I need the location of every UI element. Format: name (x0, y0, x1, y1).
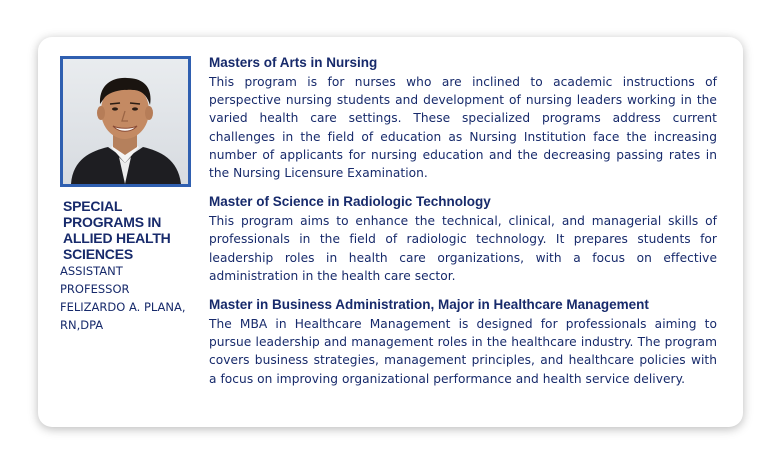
person-portrait-icon (63, 59, 188, 184)
position-line: ASSISTANT (60, 264, 123, 278)
program-list (209, 53, 717, 398)
program-item (209, 192, 717, 285)
profile-info (60, 198, 200, 334)
program-title: Master in Business Administration, Major in Healthcare Management (209, 297, 649, 313)
faculty-position (60, 262, 200, 334)
department-line: ALLIED HEALTH (63, 230, 171, 246)
program-card (38, 37, 743, 427)
department-line: SCIENCES (63, 246, 133, 262)
program-description: This program aims to enhance the technical, clinical, and managerial skills of professionals in the field of radiologic technology. It prepares students for leadership roles in health care organizations, with a focus on effective administration in the health care sector. (209, 214, 717, 283)
program-title: Masters of Arts in Nursing (209, 55, 378, 70)
department-line: SPECIAL (63, 198, 123, 214)
profile-photo-frame (60, 56, 191, 187)
program-item (209, 295, 717, 388)
program-description: The MBA in Healthcare Management is designed for professionals aiming to pursue leadership and management roles in the healthcare industry. The program covers business strategies, management principles, and healthcare policies with a focus on improving organizational performance and health service delivery. (209, 317, 717, 386)
faculty-name: FELIZARDO A. PLANA, (60, 300, 186, 314)
faculty-credentials: RN,DPA (60, 318, 104, 332)
program-description: This program is for nurses who are inclined to academic instructions of perspective nursing students and development of nursing leaders working in the varied health care settings. These specialized programs address current challenges in the field of education as Nursing Institution face the increasing number of applicants for nursing education and the decreasing passing rates in the Nursing Licensure Examination. (209, 75, 717, 181)
position-line: PROFESSOR (60, 282, 130, 296)
program-item (209, 53, 717, 182)
program-title: Master of Science in Radiologic Technology (209, 194, 491, 210)
department-name (63, 198, 200, 262)
department-line: PROGRAMS IN (63, 214, 162, 230)
